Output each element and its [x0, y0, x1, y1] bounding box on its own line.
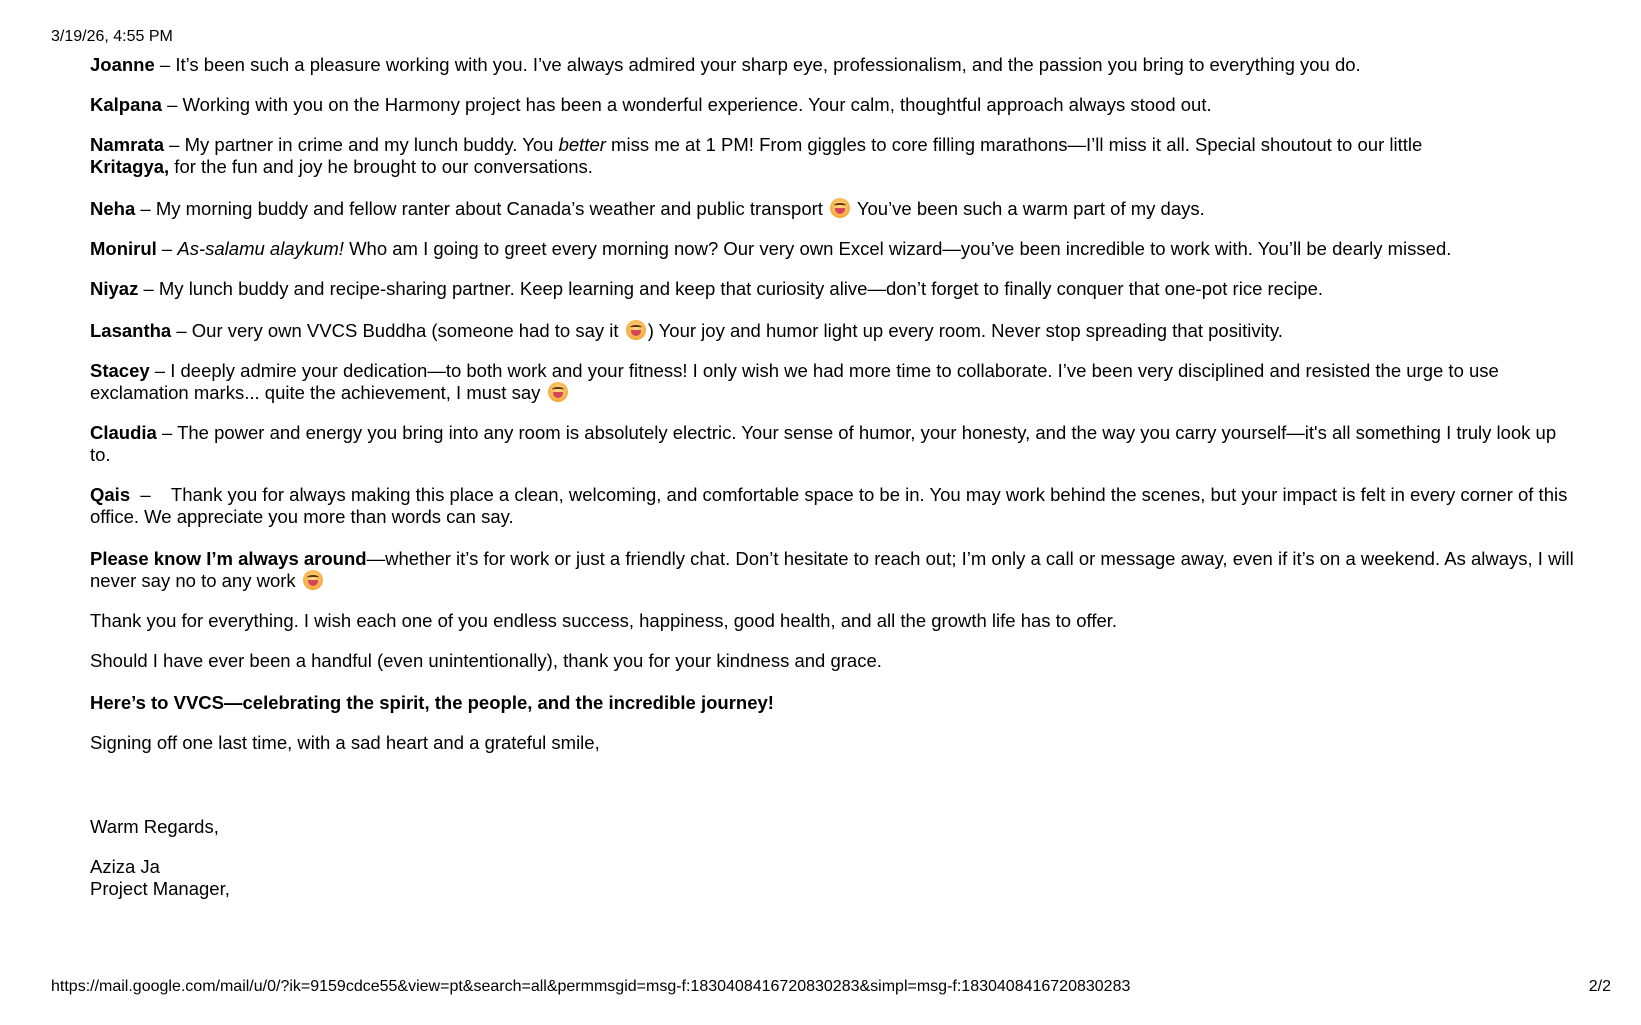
- paragraph-text: – Our very own VVCS Buddha (someone had to say it: [171, 320, 624, 341]
- emphasis-text: As-salamu alaykum!: [177, 238, 344, 259]
- paragraph-monirul: [90, 238, 1580, 260]
- bold-lead-in: Please know I’m always around: [90, 548, 367, 569]
- recipient-name: Joanne: [90, 54, 155, 75]
- recipient-name: Niyaz: [90, 278, 139, 299]
- recipient-name: Kalpana: [90, 94, 162, 115]
- paragraph-neha: [90, 198, 1580, 220]
- paragraph-text: You’ve been such a warm part of my days.: [852, 198, 1205, 219]
- paragraph-always-around: [90, 548, 1580, 592]
- paragraph-joanne: [90, 54, 1580, 76]
- signature-name: Aziza Ja: [90, 856, 160, 877]
- paragraph-text: – Working with you on the Harmony project has been a wonderful experience. Your calm, thoughtful approach always stood out.: [161, 94, 1212, 115]
- paragraph-text: – My lunch buddy and recipe-sharing partner. Keep learning and keep that curiosity alive—don’t forget to finally conquer that one-pot rice recipe.: [138, 278, 1324, 299]
- grinning-emoji-icon: [548, 382, 568, 402]
- paragraph-text: – I deeply admire your dedication—to both work and your fitness! I only wish we had more time to collaborate. I’ve been very disciplined and resisted the urge to use exclamation marks... quite the achievement, I must say: [90, 360, 1499, 403]
- laughing-emoji-icon: [830, 198, 850, 218]
- print-footer-url: https://mail.google.com/mail/u/0/?ik=9159cdce55&view=pt&search=all&permmsgid=msg-f:1830408416720830283&simpl=msg-f:1830408416720830283: [51, 978, 1131, 995]
- page-number: 2/2: [1588, 978, 1611, 995]
- paragraph-text: – Thank you for always making this place a clean, welcoming, and comfortable space to be in. You may work behind the scenes, but your impact is felt in every corner of this office. We appreciate you more than words can say.: [90, 484, 1573, 527]
- recipient-name: Stacey: [90, 360, 150, 381]
- mentioned-name: Kritagya,: [90, 156, 170, 177]
- paragraph-text: – The power and energy you bring into any room is absolutely electric. Your sense of humor, your honesty, and the way you carry yourself—it's all something I truly look up to.: [90, 422, 1557, 465]
- paragraph-text: –: [156, 238, 178, 259]
- paragraph-text: – My morning buddy and fellow ranter about Canada’s weather and public transport: [135, 198, 829, 219]
- grinning-emoji-icon: [626, 320, 646, 340]
- recipient-name: Namrata: [90, 134, 165, 155]
- paragraph-toast: Here’s to VVCS—celebrating the spirit, the people, and the incredible journey!: [90, 692, 774, 713]
- email-body: [90, 54, 1580, 900]
- grinning-emoji-icon: [303, 570, 323, 590]
- paragraph-text: ) Your joy and humor light up every room. Never stop spreading that positivity.: [647, 320, 1283, 341]
- paragraph-handful: Should I have ever been a handful (even unintentionally), thank you for your kindness and grace.: [90, 650, 882, 671]
- paragraph-claudia: [90, 422, 1580, 466]
- recipient-name: Lasantha: [90, 320, 172, 341]
- paragraph-stacey: [90, 360, 1580, 404]
- recipient-name: Qais: [90, 484, 131, 505]
- paragraph-thank-you: Thank you for everything. I wish each one of you endless success, happiness, good health, and all the growth life has to offer.: [90, 610, 1118, 631]
- paragraph-namrata: [90, 134, 1580, 178]
- paragraph-text: for the fun and joy he brought to our conversations.: [169, 156, 593, 177]
- paragraph-signing-off: Signing off one last time, with a sad heart and a grateful smile,: [90, 732, 600, 753]
- paragraph-text: – My partner in crime and my lunch buddy. You: [164, 134, 559, 155]
- paragraph-qais: [90, 484, 1580, 528]
- paragraph-lasantha: [90, 320, 1580, 342]
- recipient-name: Claudia: [90, 422, 157, 443]
- recipient-name: Monirul: [90, 238, 157, 259]
- paragraph-kalpana: [90, 94, 1580, 116]
- paragraph-text: —whether it’s for work or just a friendly chat. Don’t hesitate to reach out; I’m only a call or message away, even if it’s on a weekend. As always, I will never say no to any work: [90, 548, 1574, 591]
- paragraph-text: miss me at 1 PM! From giggles to core filling marathons—I’ll miss it all. Special shoutout to our little: [605, 134, 1423, 155]
- paragraph-niyaz: [90, 278, 1580, 300]
- signature-title: Project Manager,: [90, 878, 230, 899]
- print-timestamp: 3/19/26, 4:55 PM: [51, 28, 173, 45]
- spacer: [90, 772, 1580, 816]
- emphasis-text: better: [558, 134, 606, 155]
- paragraph-text: – It’s been such a pleasure working with you. I’ve always admired your sharp eye, professionalism, and the passion you bring to everything you do.: [154, 54, 1361, 75]
- signature-regards: Warm Regards,: [90, 816, 219, 837]
- recipient-name: Neha: [90, 198, 136, 219]
- paragraph-text: Who am I going to greet every morning now? Our very own Excel wizard—you’ve been incredible to work with. You’ll be dearly missed.: [343, 238, 1452, 259]
